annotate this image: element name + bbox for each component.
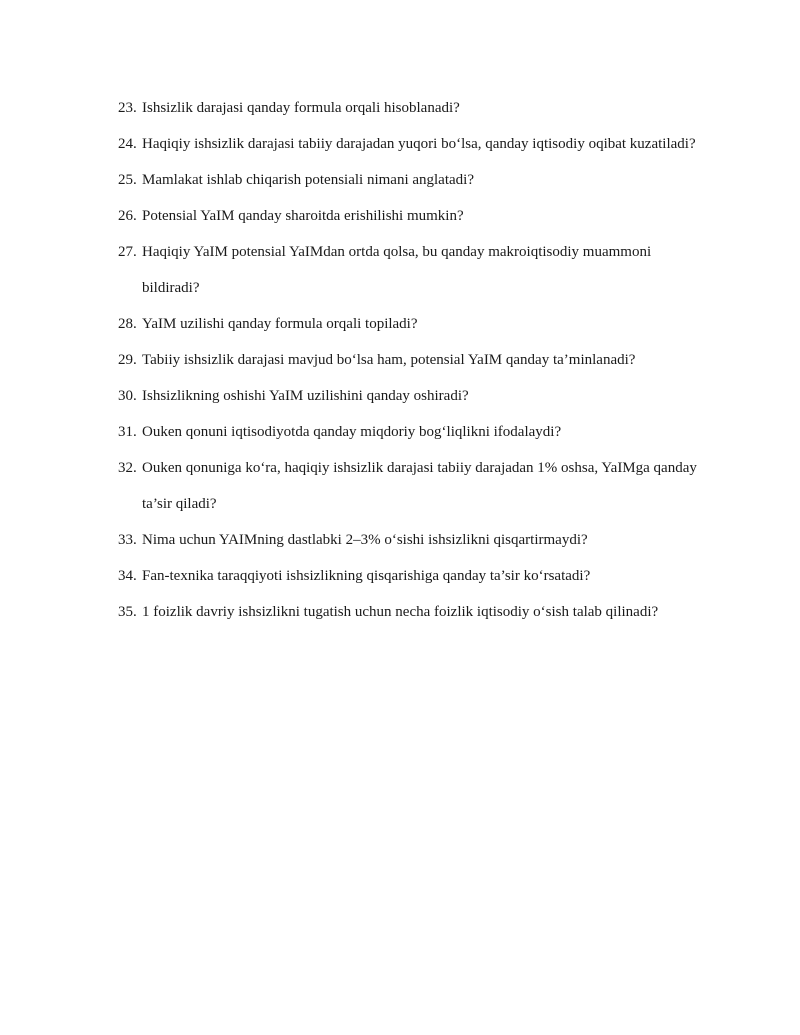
question-item-28 (118, 306, 698, 342)
question-text: Tabiiy ishsizlik darajasi mavjud bo‘lsa ham, potensial YaIM qanday ta’minlanadi? (142, 352, 636, 368)
question-text: Ishsizlikning oshishi YaIM uzilishini qanday oshiradi? (142, 388, 469, 404)
question-number: 28. (118, 316, 137, 332)
question-text: Nima uchun YAIMning dastlabki 2–3% o‘sishi ishsizlikni qisqartirmaydi? (142, 532, 588, 548)
question-number: 23. (118, 100, 137, 116)
question-number: 34. (118, 568, 137, 584)
question-item-27 (118, 234, 698, 306)
question-text: Potensial YaIM qanday sharoitda erishilishi mumkin? (142, 208, 464, 224)
question-number: 32. (118, 460, 137, 476)
question-text: Mamlakat ishlab chiqarish potensiali nimani anglatadi? (142, 172, 474, 188)
question-text: Fan-texnika taraqqiyoti ishsizlikning qisqarishiga qanday ta’sir ko‘rsatadi? (142, 568, 591, 584)
question-number: 24. (118, 136, 137, 152)
question-number: 27. (118, 244, 137, 260)
question-item-30 (118, 378, 698, 414)
question-item-32 (118, 450, 698, 522)
question-item-29 (118, 342, 698, 378)
question-item-33 (118, 522, 698, 558)
question-text: YaIM uzilishi qanday formula orqali topiladi? (142, 316, 418, 332)
question-number: 25. (118, 172, 137, 188)
question-item-35 (118, 594, 698, 630)
question-number: 31. (118, 424, 137, 440)
question-item-23 (118, 90, 698, 126)
question-item-25 (118, 162, 698, 198)
question-number: 30. (118, 388, 137, 404)
question-item-26 (118, 198, 698, 234)
question-number: 29. (118, 352, 137, 368)
question-item-24 (118, 126, 698, 162)
question-number: 26. (118, 208, 137, 224)
question-item-31 (118, 414, 698, 450)
question-item-34 (118, 558, 698, 594)
question-text: Ouken qonuni iqtisodiyotda qanday miqdoriy bog‘liqlikni ifodalaydi? (142, 424, 562, 440)
question-number: 33. (118, 532, 137, 548)
question-text: Haqiqiy ishsizlik darajasi tabiiy darajadan yuqori bo‘lsa, qanday iqtisodiy oqibat kuzatiladi? (142, 136, 696, 152)
question-number: 35. (118, 604, 137, 620)
question-list (118, 90, 698, 630)
question-text: Ishsizlik darajasi qanday formula orqali hisoblanadi? (142, 100, 460, 116)
question-text: Haqiqiy YaIM potensial YaIMdan ortda qolsa, bu qanday makroiqtisodiy muammoni bildiradi? (142, 244, 652, 296)
question-text: 1 foizlik davriy ishsizlikni tugatish uchun necha foizlik iqtisodiy o‘sish talab qilinadi? (142, 604, 659, 620)
question-text: Ouken qonuniga ko‘ra, haqiqiy ishsizlik darajasi tabiiy darajadan 1% oshsa, YaIMga qanday ta’sir qiladi? (142, 460, 697, 512)
